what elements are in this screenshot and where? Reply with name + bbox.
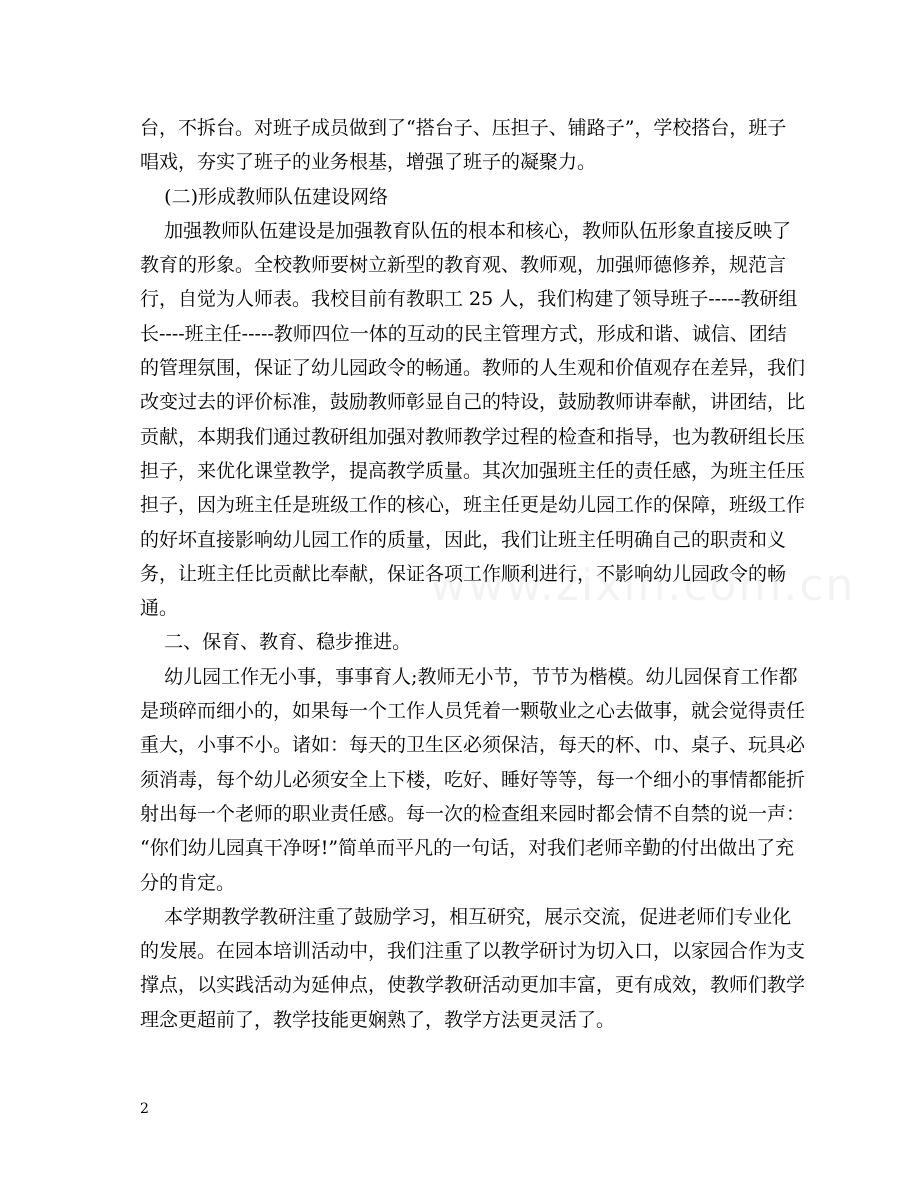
text-line: 理念更超前了，教学技能更娴熟了，教学方法更灵活了。 xyxy=(140,1008,616,1031)
text-line: 担子，来优化课堂教学，提高教学质量。其次加强班主任的责任感，为班主任压 xyxy=(140,459,806,482)
text-line: 贡献，本期我们通过教研组加强对教师教学过程的检查和指导，也为教研组长压 xyxy=(140,425,806,448)
text-line: 台，不拆台。对班子成员做到了“搭台子、压担子、铺路子”，学校搭台，班子 xyxy=(140,117,787,139)
text-line: “你们幼儿园真干净呀!”简单而平凡的一句话，对我们老师辛勤的付出做出了充 xyxy=(140,837,795,860)
text-line: 本学期教学教研注重了鼓励学习，相互研究，展示交流，促进老师们专业化 xyxy=(140,905,792,928)
text-line: 是琐碎而细小的，如果每一个工作人员凭着一颗敬业之心去做事，就会觉得责任 xyxy=(140,700,806,723)
text-line: 的管理氛围，保证了幼儿园政令的畅通。教师的人生观和价值观存在差异，我们 xyxy=(140,357,806,380)
text-line: 长----班主任-----教师四位一体的互动的民主管理方式，形成和谐、诚信、团结 xyxy=(140,322,787,345)
text-line: 改变过去的评价标准，鼓励教师彰显自己的特设，鼓励教师讲奉献，讲团结，比 xyxy=(140,391,806,414)
text-line: 加强教师队伍建设是加强教育队伍的根本和核心，教师队伍形象直接反映了 xyxy=(140,219,792,242)
text-line: 重大，小事不小。诸如：每天的卫生区必须保洁，每天的杯、巾、桌子、玩具必 xyxy=(140,734,806,757)
section-heading: (二)形成教师队伍建设网络 xyxy=(140,185,388,208)
text-line: 幼儿园工作无小事，事事育人;教师无小节，节节为楷模。幼儿园保育工作都 xyxy=(140,665,798,688)
text-line: 教育的形象。全校教师要树立新型的教育观、教师观，加强师德修养，规范言 xyxy=(140,254,787,277)
text-line: 的发展。在园本培训活动中，我们注重了以教学研讨为切入口，以家园合作为支 xyxy=(140,940,806,963)
text-line: 担子，因为班主任是班级工作的核心，班主任更是幼儿园工作的保障，班级工作 xyxy=(140,494,806,517)
section-heading: 二、保育、教育、稳步推进。 xyxy=(140,631,412,654)
text-line: 行，自觉为人师表。我校目前有教职工 25 人，我们构建了领导班子-----教研组 xyxy=(140,288,798,311)
text-line: 的好坏直接影响幼儿园工作的质量，因此，我们让班主任明确自己的职责和义 xyxy=(140,528,787,551)
text-line: 撑点，以实践活动为延伸点，使教学教研活动更加丰富，更有成效，教师们教学 xyxy=(140,974,806,997)
page-number: 2 xyxy=(140,1101,149,1117)
text-line: 射出每一个老师的职业责任感。每一次的检查组来园时都会情不自禁的说一声： xyxy=(140,802,806,825)
text-line: 务，让班主任比贡献比奉献，保证各项工作顺利进行，不影响幼儿园政令的畅 xyxy=(140,562,787,585)
body-text xyxy=(140,111,806,1037)
text-line: 须消毒，每个幼儿必须安全上下楼，吃好、睡好等等，每一个细小的事情都能折 xyxy=(140,768,806,791)
text-line: 通。 xyxy=(140,597,179,620)
text-line: 唱戏，夯实了班子的业务根基，增强了班子的凝聚力。 xyxy=(140,151,597,174)
text-line: 分的肯定。 xyxy=(140,871,236,894)
